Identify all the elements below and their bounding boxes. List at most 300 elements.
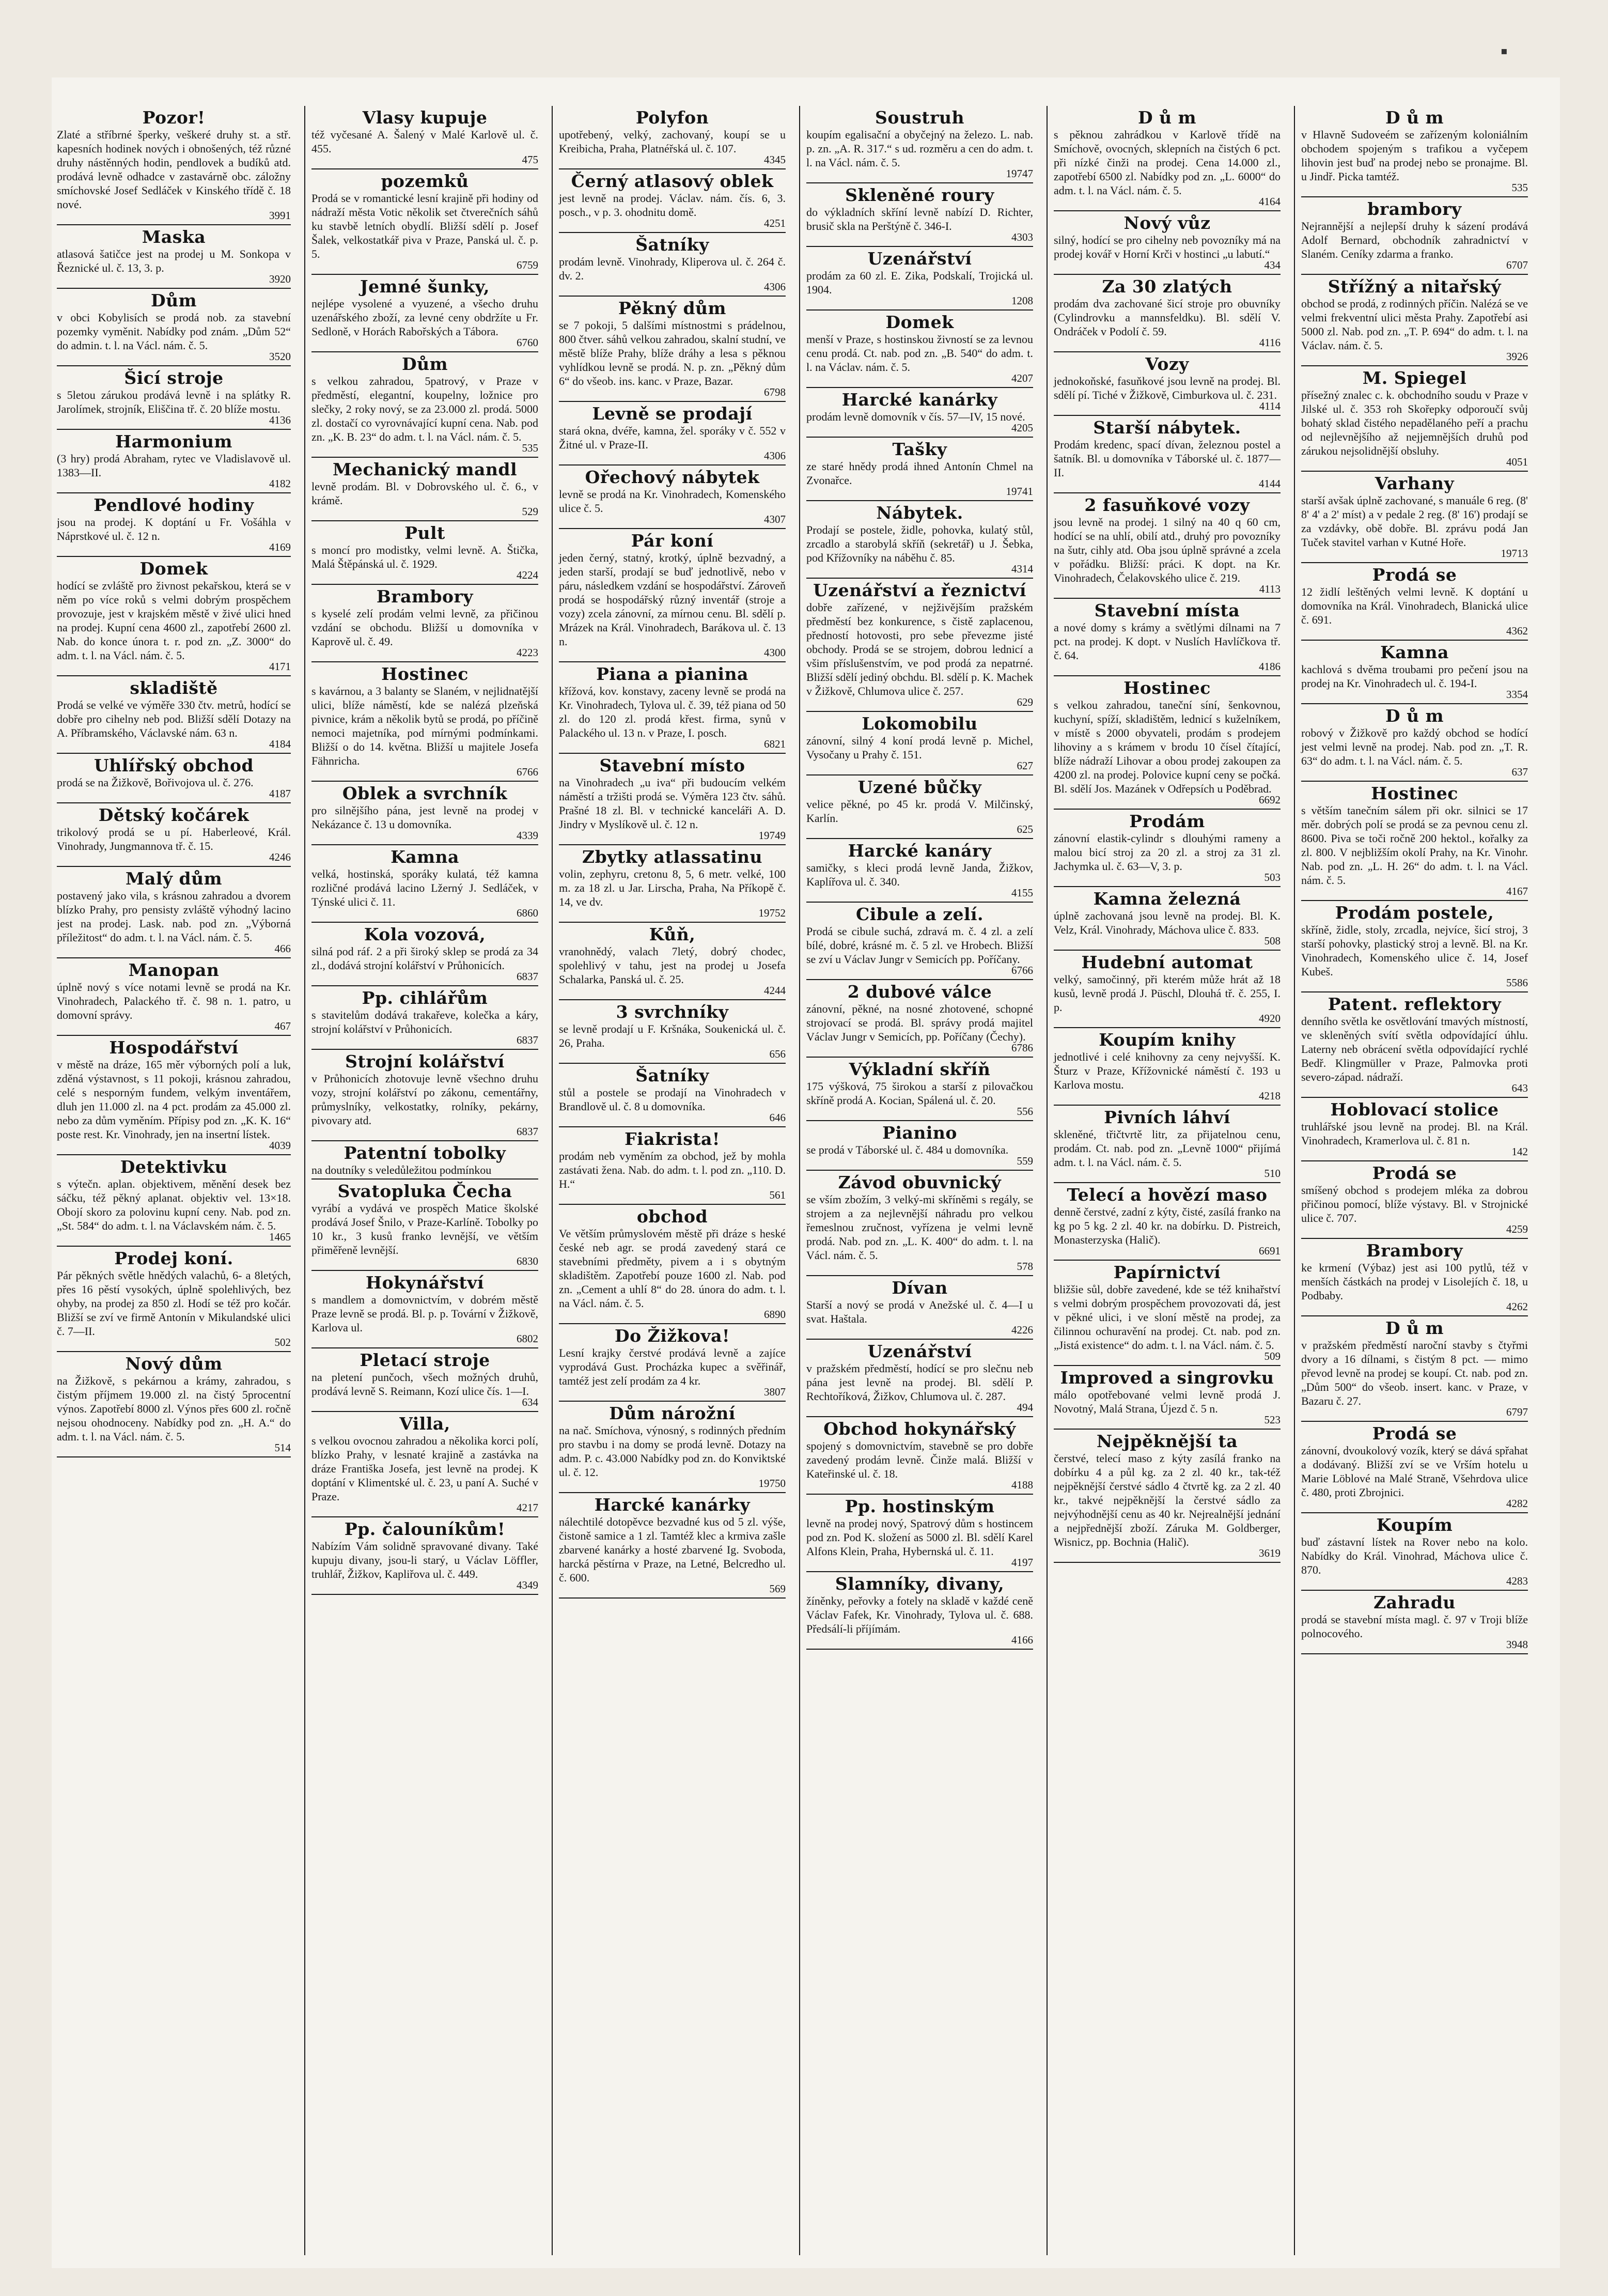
ad-heading: Mechanický mandl [332, 460, 518, 479]
classified-ad [559, 1064, 786, 1127]
ad-reference-number: 3926 [1506, 350, 1528, 363]
classified-ad [1054, 493, 1281, 599]
column-5 [1047, 106, 1287, 2255]
ad-heading: Pult [404, 523, 445, 543]
ad-text: Lesní krajky čerstvé prodává levně a zajíce vyprodává Gust. Procházka kupec a svěřinář, tamtéž jest zelí prodám za 4 kr. [559, 1346, 786, 1387]
classified-ad [1301, 1161, 1528, 1239]
ad-text: denně čerstvé, zadní z kýty, čisté, zasílá franko na kg po 5 kg. 2 zl. 40 kr. na dobírku. D. Pistreich, Monasterzyska (Halič). [1054, 1205, 1281, 1246]
ad-heading: Nábytek. [876, 503, 963, 523]
classified-ad [1054, 951, 1281, 1028]
ad-heading: Hudební automat [1081, 953, 1253, 972]
ad-reference-number: 4051 [1506, 456, 1528, 468]
classified-ad [57, 958, 291, 1036]
ad-heading: Uzenářství [867, 1342, 972, 1361]
ad-text: atlasová šatičce jest na prodej u M. Sonkopa v Řeznické ul. č. 13, 3. p. [57, 247, 291, 274]
ad-text: samičky, s kleci prodá levně Janda, Žižkov, Kaplířova ul. č. 340. [806, 861, 1033, 888]
ad-text: na nač. Smíchova, výnosný, s rodinných předním pro stavbu i na domy se prodá levně. Dotazy na adm. P. c. 43.000 Nabídky pod zn. do Konviktské ul. č. 12. [559, 1424, 786, 1479]
classified-ad [806, 311, 1033, 388]
corner-mark: ▪ [1501, 44, 1508, 57]
ad-heading: Pozor! [142, 108, 206, 128]
ad-heading: Starší nábytek. [1093, 418, 1241, 438]
classified-ad [311, 585, 538, 662]
ad-heading: Dům [150, 291, 197, 311]
ad-heading: Manopan [128, 960, 220, 980]
ad-reference-number: 4182 [269, 477, 291, 490]
ad-text: silná pod ráf. 2 a při široký sklep se prodá za 34 zl., dodává strojní kolářství v Průhonicích. [311, 945, 538, 972]
ad-heading: Brambory [1366, 1241, 1463, 1261]
ad-heading: Za 30 zlatých [1102, 277, 1232, 297]
ad-heading: pozemků [381, 172, 469, 191]
classified-ad [806, 1417, 1033, 1495]
ad-heading: Pivních láhví [1104, 1108, 1230, 1127]
ad-text: levně na prodej nový, Spatrový dům s hostincem pod zn. Pod K. složení as 5000 zl. Bl. sdělí Karel Alfons Klein, Praha, Hybernská ul. č. 11. [806, 1517, 1033, 1558]
ad-heading: Do Žižkova! [615, 1326, 730, 1346]
ad-text: s velkou ovocnou zahradou a několika korci polí, blízko Prahy, v lesnaté krajině a zastávka na dráze Františka Josefa, jest levně na prodej. K doptání v Klimentské ul. č. 23, u paní A. Suché v Praze. [311, 1434, 538, 1503]
ad-reference-number: 4114 [1259, 400, 1281, 412]
ad-text: prodám za 60 zl. E. Zika, Podskalí, Trojická ul. 1904. [806, 269, 1033, 296]
ad-heading: Šicí stroje [124, 368, 224, 388]
ad-reference-number: 625 [1017, 823, 1033, 835]
ad-text: upotřebený, velký, zachovaný, koupí se u Kreibicha, Praha, Platnéřská ul. č. 107. [559, 128, 786, 155]
ad-text: hodící se zvláště pro živnost pekařskou, která se v něm po více roků s velmi dobrým prospěchem provozuje, jest v krajském městě v živé ulici hned na prodej. Kupní cena 4600 zl., zapotřebí 2600 zl. Nab. do konce února t. r. pod zn. „Z. 3000“ do adm. t. l. na Václ. nám. č. 5. [57, 579, 291, 662]
classified-ad [311, 1050, 538, 1141]
ad-reference-number: 4167 [1506, 885, 1528, 897]
ad-reference-number: 535 [1511, 181, 1528, 194]
ad-reference-number: 475 [522, 153, 538, 166]
ad-heading: Brambory [376, 587, 474, 607]
ad-heading: Prodej koní. [114, 1249, 233, 1268]
ad-text: křížová, kov. konstavy, zaceny levně se prodá na Kr. Vinohradech, Tylova ul. č. 39, též piana od 50 zl. do 120 zl. prodá křest. firma, synů v Palackého ul. 13 n. v Praze, I. posch. [559, 685, 786, 739]
ad-heading: Oblek a svrchník [342, 784, 508, 803]
ad-reference-number: 6802 [517, 1332, 538, 1345]
ad-text: nálechtilé dotopěvce bezvadné kus od 5 zl. výše, čistoně samice a 1 zl. Tamtéž klec a krmiva zašle zbarvené kanárky a hosté zbarvené Ig. Svoboda, harcká pěstírna v Praze, na Letné, Belcredho ul. č. 600. [559, 1515, 786, 1584]
ad-heading: Uhlířský obchod [93, 756, 254, 775]
ad-reference-number: 4283 [1506, 1575, 1528, 1587]
ad-reference-number: 6837 [517, 970, 538, 983]
ad-heading: Kola vozová, [364, 925, 486, 944]
classified-ad [57, 366, 291, 430]
ad-text: Nejrannější a nejlepší druhy k sázení prodává Adolf Bernard, obchodník zahradnictví v Slaném. Ceníky zdarma a franko. [1301, 220, 1528, 260]
ad-text: na pletení punčoch, všech možných druhů, prodává levně S. Reimann, Kozí ulice čís. 1—I. [311, 1371, 538, 1398]
ad-reference-number: 4920 [1259, 1012, 1281, 1025]
ad-heading: Dívan [892, 1278, 948, 1298]
classified-ad [311, 782, 538, 845]
classified-ad [1301, 563, 1528, 641]
classified-ad [806, 712, 1033, 775]
ad-text: postavený jako vila, s krásnou zahradou a dvorem blízko Prahy, pro pensisty zvláště výhodný lacino jest na prodej. Lask. nab. pod zn. „Výborná příležitost“ do adm. t. l. na Václ. nám. č. 5. [57, 889, 291, 944]
classified-ad [1301, 1591, 1528, 1654]
ad-reference-number: 4039 [269, 1139, 291, 1152]
ad-heading: Strojní kolářství [345, 1052, 505, 1072]
ad-heading: Prodá se [1372, 565, 1457, 585]
classified-ad [559, 1402, 786, 1493]
classified-ad [1301, 641, 1528, 704]
ad-reference-number: 19713 [1501, 547, 1528, 560]
ad-text: jeden černý, statný, krotký, úplně bezvadný, a jeden starší, prodají se buď jednotlivě, nebo v páru, následkem vzdání se hospodářství. Zároveň prodá se hospodářský různý inventář (stroje a vozy) zcela zánovní, za mírnou cenu. Bl. sdělí p. Mrázek na Král. Vinohradech, Barákova ul. č. 13 n. [559, 551, 786, 648]
classified-ad [1301, 366, 1528, 472]
ad-text: jsou na prodej. K doptání u Fr. Vošáhla v Náprstkové ul. č. 12 n. [57, 516, 291, 542]
ad-reference-number: 578 [1017, 1260, 1033, 1273]
ad-reference-number: 142 [1511, 1145, 1528, 1158]
ad-text: stará okna, dvéře, kamna, žel. sporáky v č. 552 v Žitné ul. v Praze-II. [559, 424, 786, 451]
ad-heading: M. Spiegel [1362, 368, 1467, 388]
ad-reference-number: 4205 [1011, 422, 1033, 434]
ad-heading: Pianino [882, 1123, 957, 1143]
classified-columns [57, 106, 1534, 2255]
ad-reference-number: 3920 [269, 273, 291, 285]
ad-heading: Harcké kanárky [841, 390, 998, 410]
ad-text: žíněnky, peřovky a fotely na skladě v každé ceně Václav Fafek, Kr. Vinohrady, Tylova ul. č. 688. Předsálí-li příjímám. [806, 1594, 1033, 1635]
classified-ad [57, 289, 291, 366]
ad-text: Prodá se v romantické lesní krajině při hodiny od nádraží města Votic několik set čtverečních sáhů ku stavbě letních obydlí. Bližší sdělí p. Josef Šalek, velkostatkář piva v Praze, Panská ul. č. p. 5. [311, 192, 538, 260]
ad-reference-number: 4303 [1011, 231, 1033, 243]
ad-reference-number: 535 [522, 442, 538, 454]
ad-heading: Uzenářství [867, 249, 972, 269]
ad-text: smíšený obchod s prodejem mléka za dobrou přičinou pomocí, blíže výstavy. Bl. v Strojnické ulice č. 707. [1301, 1184, 1528, 1224]
classified-ad [1054, 1261, 1281, 1366]
ad-reference-number: 4171 [269, 660, 291, 673]
ad-reference-number: 529 [522, 505, 538, 518]
ad-reference-number: 4207 [1011, 372, 1033, 384]
ad-heading: Hostinec [1123, 678, 1211, 698]
ad-text: s stavitelům dodává trakařeve, kolečka a káry, strojní kolářství v Průhonicích. [311, 1009, 538, 1035]
ad-text: též vyčesané A. Šalený v Malé Karlově ul. č. 455. [311, 128, 538, 155]
ad-text: Prodá se velké ve výměře 330 čtv. metrů, hodící se dobře pro cihelny neb pod. Bližší sdělí Dotazy na A. Příbramského, Václavské nám. 63 n. [57, 699, 291, 739]
ad-reference-number: 6692 [1259, 794, 1281, 806]
ad-heading: Pár koní [631, 531, 714, 551]
ad-text: zánovní, silný 4 koní prodá levně p. Michel, Vysočany u Prahy č. 151. [806, 734, 1033, 761]
ad-reference-number: 6786 [1011, 1042, 1033, 1054]
ad-text: v Průhonicích zhotovuje levně všechno druhu vozy, strojní kolářství po zákonu, cementářny, průmyslníky, velkostatky, rolníky, pekárny, pivovary atd. [311, 1072, 538, 1127]
classified-ad [559, 466, 786, 529]
ad-heading: Dům [401, 354, 448, 374]
ad-heading: Zahradu [1373, 1593, 1456, 1612]
ad-text: silný, hodící se pro cihelny neb povozníky má na prodej kovář v Horní Krči v hostinci „u labutí.“ [1054, 234, 1281, 260]
ad-reference-number: 523 [1264, 1414, 1281, 1426]
column-6 [1294, 106, 1534, 2255]
ad-reference-number: 4155 [1011, 887, 1033, 899]
classified-ad [311, 1412, 538, 1517]
ad-heading: brambory [1367, 199, 1462, 219]
ad-text: jednokoňské, fasuňkové jsou levně na prodej. Bl. sdělí pí. Tiché v Žižkově, Cimburkova ul. č. 231. [1054, 375, 1281, 401]
ad-text: nejlépe vysolené a vyuzené, a všecho druhu uzenářského zboží, za levné ceny obdržíte u Fr. Sedloně, v Horách Rabořských a Tábora. [311, 297, 538, 338]
ad-text: v Hlavně Sudoveém se zařízeným koloniálním obchodem spojeným s trafikou a vyčepem lihovin jest buď na prodej nebo se pronajme. Bl. u Jindř. Picka tamtéž. [1301, 128, 1528, 183]
ad-text: Starší a nový se prodá v Anežské ul. č. 4—I u svat. Haštala. [806, 1298, 1033, 1325]
ad-heading: Pletací stroje [360, 1351, 490, 1370]
ad-heading: Závod obuvnický [838, 1173, 1002, 1192]
ad-reference-number: 508 [1264, 935, 1281, 947]
classified-ad [806, 1276, 1033, 1340]
ad-heading: Kamna [391, 847, 459, 867]
classified-ad [57, 557, 291, 676]
classified-ad [1301, 704, 1528, 782]
ad-reference-number: 514 [274, 1441, 291, 1454]
ad-text: se prodá v Táborské ul. č. 484 u domovníka. [806, 1143, 1009, 1156]
ad-heading: Patent. reflektory [1328, 995, 1502, 1014]
ad-text: s 5letou zárukou prodává levně i na splátky R. Jarolímek, strojník, Eliščina tř. č. 20 blíže mostu. [57, 389, 291, 415]
ad-text: trikolový prodá se u pí. Haberleové, Král. Vinohrady, Jungmannova tř. č. 15. [57, 826, 291, 852]
classified-ad [311, 1348, 538, 1412]
classified-ad [806, 1121, 1033, 1171]
ad-reference-number: 3948 [1506, 1638, 1528, 1651]
classified-ad [806, 903, 1033, 980]
ad-heading: Tašky [892, 440, 947, 459]
ad-text: prodám neb vyměním za obchod, jež by mohla zastávati žena. Nab. do adm. t. l. pod zn. „110. D. H.“ [559, 1150, 786, 1190]
column-2 [304, 106, 544, 2255]
ad-reference-number: 3991 [269, 209, 291, 222]
ad-text: Nabízím Vám solidně spravované divany. Také kupuju divany, jsou-li starý, u Václav Löffler, truhlář, Žižkov, Kapliřova ul. č. 449. [311, 1540, 538, 1580]
classified-ad [559, 529, 786, 662]
ad-heading: Pp. čalouníkům! [344, 1519, 506, 1539]
ad-heading: Prodá se [1372, 1424, 1457, 1444]
classified-ad [1054, 1366, 1281, 1430]
ad-reference-number: 646 [769, 1111, 786, 1124]
ad-heading: Černý atlasový oblek [571, 172, 774, 191]
classified-ad [559, 662, 786, 754]
classified-ad [311, 1141, 538, 1180]
ad-text: pro silnějšího pána, jest levně na prodej v Nekázance č. 13 u domovníka. [311, 804, 538, 831]
ad-heading: Střížný a nitařský [1328, 277, 1502, 297]
ad-reference-number: 502 [274, 1336, 291, 1348]
ad-reference-number: 4339 [517, 829, 538, 842]
ad-reference-number: 6837 [517, 1034, 538, 1046]
classified-ad [1301, 275, 1528, 366]
classified-ad [57, 867, 291, 958]
classified-ad [806, 579, 1033, 712]
classified-ad [559, 297, 786, 402]
ad-text: úplně zachovaná jsou levně na prodej. Bl. K. Velz, Král. Vinohrady, Máchova ulice č. 833. [1054, 909, 1281, 936]
ad-text: se levně prodají u F. Kršnáka, Soukenická ul. č. 26, Praha. [559, 1022, 786, 1049]
classified-ad [806, 1572, 1033, 1650]
ad-text: čerstvé, telecí maso z kýty zasílá franko na dobírku 4 a půl kg. za 2 zl. 40 kr., tak-též nejpěknější čerstvé sádlo 4 čtvrtě kg. za 2 zl. 40 kr., takvé nejpěknější la čerstvé sádlo za nejvýhodnější cenu as 40 kr. Nejrealnější jednání a nejpřednější zboží. Záruka M. Goldberger, Wisnicz, pp. Bochnia (Halič). [1054, 1452, 1281, 1548]
classified-ad [1301, 992, 1528, 1098]
ad-heading: Soustruh [875, 108, 965, 128]
classified-ad [559, 169, 786, 233]
ad-text: truhlářské jsou levně na prodej. Bl. na Král. Vinohradech, Kramerlova ul. č. 81 n. [1301, 1120, 1528, 1147]
classified-ad [311, 1180, 538, 1271]
ad-reference-number: 6760 [517, 336, 538, 349]
ad-text: na Žižkově, s pekárnou a krámy, zahradou, s čistým příjmem 19.000 zl. na čistý 5procentní výnos. Zapotřebí 8000 zl. Výnos přes 600 zl. ročně nejsou ohodnoceny. Nabídky pod zn. „H. A.“ do adm. t. l. na Václ. nám. č. 5. [57, 1374, 291, 1443]
column-1 [57, 106, 297, 2255]
ad-reference-number: 19752 [758, 907, 786, 919]
ad-heading: Lokomobilu [862, 714, 978, 734]
column-4 [799, 106, 1039, 2255]
classified-ad [311, 845, 538, 923]
classified-ad [806, 183, 1033, 247]
classified-ad [311, 521, 538, 585]
ad-reference-number: 1208 [1011, 294, 1033, 307]
ad-text: s mandlem a domovnictvím, v dobrém městě Praze levně se prodá. Bl. p. p. Tovární v Žižkově, Karlova ul. [311, 1293, 538, 1334]
ad-text: starší avšak úplně zachované, s manuále 6 reg. (8' 8' 4' a 2' míst) a v pedale 2 reg. (8' 16') prodají se za vzdávky, obě dobře. Bl. zprávu podá Jan Tuček stavitel varhan v Kutné Hoře. [1301, 494, 1528, 549]
ad-heading: Výkladní skříň [849, 1060, 991, 1079]
ad-text: a nové domy s krámy a světlými dílnami na 7 pct. na prodej. K dopt. v Nuslích Havlíčkova tř. č. 64. [1054, 621, 1281, 662]
ad-text: zánovní, dvoukolový vozík, který se dává spřahat a dodávaný. Bližší zví se ve Vrším hotelu u Marie Löblové na Malé Straně, Všehrdova ulice č. 480, proti Zbrojnici. [1301, 1444, 1528, 1499]
ad-text: stůl a postele se prodají na Vinohradech v Brandlově ul. č. 8 u domovníka. [559, 1086, 786, 1113]
ad-text: vranohnědý, valach 7letý, dobrý chodec, spolehlivý v tahu, jest na prodej u Josefa Schalarka, Panská ul. č. 25. [559, 945, 786, 986]
ad-heading: Hokynářství [365, 1273, 485, 1293]
classified-ad [806, 106, 1033, 183]
ad-heading: Harmonium [115, 432, 232, 452]
classified-ad [311, 352, 538, 458]
ad-reference-number: 5586 [1506, 976, 1528, 989]
classified-ad [57, 1036, 291, 1155]
ad-heading: Koupím knihy [1099, 1030, 1236, 1050]
classified-ad [1054, 106, 1281, 211]
classified-ad [57, 106, 291, 225]
ad-reference-number: 4113 [1259, 583, 1281, 595]
classified-ad [1054, 416, 1281, 493]
column-3 [552, 106, 792, 2255]
ad-heading: Prodám postele, [1335, 903, 1494, 923]
ad-text: 12 židlí leštěných velmi levně. K doptání u domovníka na Král. Vinohradech, Blanická ulice č. 691. [1301, 585, 1528, 626]
ad-reference-number: 4246 [269, 851, 291, 863]
ad-text: velká, hostinská, sporáky kulatá, též kamna rozličné prodává lacino Lžerný J. Sedláček, v Týnské ulici č. 11. [311, 867, 538, 908]
ad-reference-number: 4251 [764, 217, 786, 229]
ad-heading: Villa, [399, 1414, 450, 1434]
ad-text: s kyselé zelí prodám velmi levně, za přičinou vzdání se obchodu. Bližší u domovníka v Kaprově ul. č. 49. [311, 607, 538, 648]
classified-ad [1301, 472, 1528, 563]
ad-heading: Polyfon [635, 108, 709, 128]
classified-ad [1301, 1513, 1528, 1591]
classified-ad [311, 169, 538, 275]
ad-reference-number: 637 [1511, 766, 1528, 778]
ad-heading: Dětský kočárek [98, 805, 249, 825]
classified-ad [1301, 901, 1528, 992]
ad-heading: Pp. cihlářům [362, 988, 488, 1008]
ad-heading: Kamna železná [1093, 889, 1241, 909]
ad-text: na Vinohradech „u iva“ při budoucím velkém náměstí a tržišti prodá se. Výměra 123 čtv. sáhů. Prašné 18 zl. Bl. v technické kanceláři A. D. Jindry v Myslíkově ul. č. 12 n. [559, 776, 786, 831]
ad-heading: Stavební místo [599, 756, 745, 775]
classified-ad [559, 845, 786, 923]
ad-reference-number: 19749 [758, 829, 786, 842]
ad-heading: Papírnictví [1113, 1263, 1221, 1282]
classified-ad [311, 662, 538, 782]
ad-reference-number: 4136 [269, 414, 291, 426]
ad-heading: Kamna [1380, 643, 1449, 662]
ad-text: prodám dva zachované šicí stroje pro obuvníky (Cylindrovku a mannsfeldku). Bl. sdělí V. Ondráček v Podolí č. 59. [1054, 297, 1281, 338]
classified-ad [806, 1058, 1033, 1121]
ad-heading: Vlasy kupuje [362, 108, 488, 128]
classified-ad [1301, 106, 1528, 197]
ad-reference-number: 559 [1017, 1155, 1033, 1167]
ad-heading: Kůň, [649, 925, 696, 944]
ad-text: jest levně na prodej. Václav. nám. čís. 6, 3. posch., v p. 3. ohodnitu domě. [559, 192, 786, 219]
ad-heading: Varhany [1375, 474, 1455, 493]
classified-ad [559, 1205, 786, 1324]
classified-ad [806, 388, 1033, 438]
ad-reference-number: 6830 [517, 1255, 538, 1267]
ad-text: velice pěkné, po 45 kr. prodá V. Milčinský, Karlín. [806, 798, 1033, 825]
ad-heading: Nejpěknější ta [1096, 1432, 1238, 1451]
ad-text: v obci Kobylisích se prodá nob. za stavební pozemky vyměnit. Nabídky pod znám. „Dům 52“ do admin. t. l. na Václ. nám. č. 5. [57, 311, 291, 352]
ad-reference-number: 509 [1264, 1350, 1281, 1362]
ad-reference-number: 6797 [1506, 1406, 1528, 1418]
classified-ad [311, 1271, 538, 1348]
ad-text: se vším zbožím, 3 velký-mi skříněmi s regály, se strojem a za nejlevnější náhradu pro velkou řemeslnou zručnost, vyřízena je velmi levně prodá. Nab. pod zn. „L. K. 400“ do adm. t. l. na Václ. nám. č. 5. [806, 1193, 1033, 1262]
ad-reference-number: 19750 [758, 1477, 786, 1490]
ad-text: přísežný znalec c. k. obchodního soudu v Praze v Jilské ul. č. 353 roh Skořepky odporoučí svůj bohatý sklad čistého nepadělaného peří a prachu od nejlevnějšího až nejjemnějších druhů pod zárukou nejsolidnější obsluhy. [1301, 389, 1528, 457]
ad-text: buď zástavní lístek na Rover nebo na kolo. Nabídky do Král. Vinohrad, Máchova ulice č. 870. [1301, 1535, 1528, 1576]
ad-text: prodám levně domovník v čís. 57—IV, 15 nové. [806, 410, 1025, 423]
ad-reference-number: 6766 [517, 766, 538, 778]
classified-ad [1054, 1106, 1281, 1183]
ad-reference-number: 6860 [517, 907, 538, 919]
ad-heading: Pěkný dům [618, 299, 726, 318]
classified-ad [1054, 1028, 1281, 1106]
ad-reference-number: 4259 [1506, 1223, 1528, 1235]
ad-text: Ve větším průmyslovém městě při dráze s heské české neb agr. se prodá zavedený stará ce stavebními předměty, pivem a i s obytným skladištěm. Zapotřebí pouze 1600 zl. Nab. pod zn. „Cement a uhlí 8“ do 28. února do adm. t. l. na Václ. nám. č. 5. [559, 1227, 786, 1310]
ad-text: 175 výšková, 75 širokou a starší z pilovačkou skříně prodá A. Kocian, Spálená ul. č. 20. [806, 1080, 1033, 1107]
ad-text: jednotlivé i celé knihovny za ceny nejvyšší. K. Šturz v Praze, Křížovnické náměstí č. 193 u Karlova mostu. [1054, 1050, 1281, 1091]
ad-text: v pražském předměstí naroční stavby s čtyřmi dvory a 16 dílnami, s čistým 8 pct. — mimo převod levně na prodej se koupí. Ct. nab. pod zn. „Dům 500“ do všeob. insert. kanc. v Praze, v Bazaru č. 27. [1301, 1339, 1528, 1407]
ad-reference-number: 4306 [764, 449, 786, 462]
ad-heading: Prodám [1129, 812, 1205, 831]
ad-text: Prodám kredenc, spací dívan, železnou postel a šatník. Bl. u domovníka v Táborské ul. č. 1877—II. [1054, 438, 1281, 479]
ad-heading: Domek [139, 559, 208, 579]
ad-reference-number: 4166 [1011, 1634, 1033, 1646]
ad-heading: Harcké kanárky [594, 1495, 751, 1515]
ad-reference-number: 629 [1017, 696, 1033, 708]
ad-text: v městě na dráze, 165 měr výborných polí a luk, zděná výstavnost, s 11 pokoji, krásnou zahradou, celé s nesporným fundem, velkým inventářem, dluh jen 11.000 zl. na 4 pct. prodám za 45.000 zl. nebo za dům vyměním. Přípisy pod zn. „K. K. 16“ poste rest. Kr. Vinohrady, jen na insertní lístek. [57, 1058, 291, 1141]
ad-heading: Dům nárožní [609, 1404, 736, 1423]
ad-heading: Uzené bůčky [857, 778, 982, 797]
ad-reference-number: 627 [1017, 759, 1033, 772]
classified-ad [559, 233, 786, 297]
ad-reference-number: 6766 [1011, 964, 1033, 976]
ad-reference-number: 3354 [1506, 688, 1528, 701]
ad-reference-number: 4300 [764, 646, 786, 659]
ad-text: v pražském předměstí, hodící se pro slečnu neb pána jest levně na prodej. Bl. sdělí P. Rechtoříková, Žižkov, Chlumova ul. č. 287. [806, 1362, 1033, 1403]
classified-ad [559, 1000, 786, 1064]
ad-reference-number: 4169 [269, 541, 291, 553]
ad-reference-number: 4197 [1011, 1556, 1033, 1569]
ad-heading: Koupím [1376, 1515, 1453, 1535]
classified-ad [806, 839, 1033, 903]
ad-text: volin, zephyru, cretonu 8, 5, 6 metr. velké, 100 m. za 18 zl. u Jar. Lirscha, Praha, Na Příkopě č. 14, ve dv. [559, 867, 786, 908]
ad-reference-number: 494 [1017, 1401, 1033, 1414]
classified-ad [1054, 275, 1281, 352]
ad-reference-number: 510 [1264, 1167, 1281, 1180]
ad-reference-number: 3520 [269, 350, 291, 363]
ad-text: se 7 pokoji, 5 dalšími místnostmi s prádelnou, 800 čtver. sáhů velkou zahradou, skalní studní, ve městě blíže Prahy, blíže dráhy a lesa s pěknou vyhlídkou levně se prodá. N. p. zn. „Pěkný dům 6“ do všeob. ins. kanc. v Praze, Bazar. [559, 319, 786, 387]
classified-ad [57, 1155, 291, 1247]
ad-reference-number: 6890 [764, 1308, 786, 1321]
classified-ad [1301, 1422, 1528, 1513]
ad-text: (3 hry) prodá Abraham, rytec ve Vladislavově ul. 1383—II. [57, 452, 291, 479]
ad-reference-number: 4345 [764, 153, 786, 166]
ad-heading: skladiště [130, 678, 218, 698]
ad-text: úplně nový s více notami levně se prodá na Kr. Vinohradech, Palackého tř. č. 98 n. 1. patro, u domovní správy. [57, 981, 291, 1021]
ad-heading: Nový vůz [1123, 213, 1211, 233]
ad-text: velký, samočinný, při kterém může hrát až 18 kusů, levně prodá J. Püschl, Dlouhá tř. č. 255, I. p. [1054, 973, 1281, 1014]
ad-text: na doutníky s veledůležitou podmínkou [311, 1163, 492, 1176]
ad-text: málo opotřebované velmi levně prodá J. Novotný, Malá Strana, Újezd č. 5 n. [1054, 1388, 1281, 1415]
ad-heading: 2 fasuňkové vozy [1084, 495, 1250, 515]
ad-reference-number: 4362 [1506, 625, 1528, 637]
ad-reference-number: 1465 [269, 1231, 291, 1243]
ad-heading: 2 dubové válce [847, 982, 992, 1002]
ad-reference-number: 569 [769, 1583, 786, 1595]
ad-reference-number: 4262 [1506, 1300, 1528, 1313]
classified-ad [1054, 887, 1281, 951]
ad-text: bližšie sůl, dobře zavedené, kde se též knihařství s velmi dobrým prospěchem provozovati dá, jest v pěkné ulici, i ve sloní městě na prodej, za čilinnou ochuravění na prodej. Ct. nab. pod zn. „Jistá existence“ do adm. t. l. na Václ. nám. č. 5. [1054, 1283, 1281, 1352]
ad-reference-number: 19747 [1006, 167, 1033, 180]
ad-reference-number: 6821 [764, 738, 786, 750]
classified-ad [559, 1493, 786, 1599]
ad-text: s kavárnou, a 3 balanty se Slaném, v nejlidnatější ulici, blíže náměstí, kde se nalézá plzeňská pivnice, krám a několik bytů se prodá, po příčině nemoci majetníka, pod mírnými podmínkami. Bližší o do 14. května. Bližší u majitele Josefa Fähnricha. [311, 685, 538, 767]
classified-ad [806, 1171, 1033, 1276]
classified-ad [559, 754, 786, 845]
